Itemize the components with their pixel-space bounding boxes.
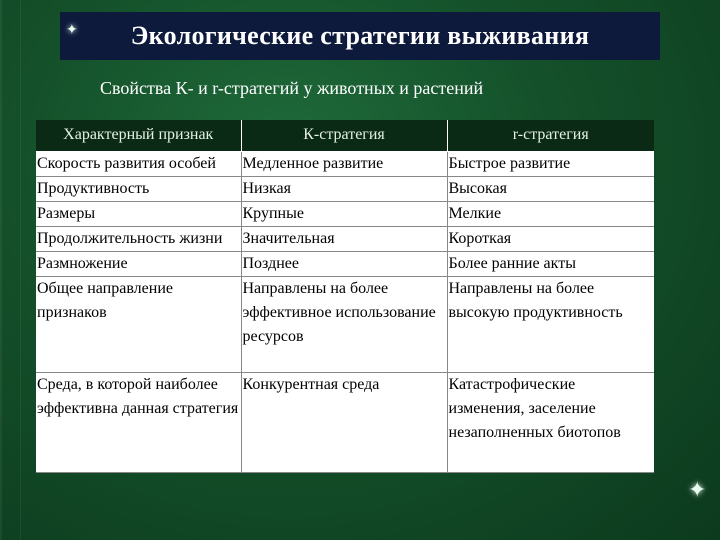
k-cell: Значительная bbox=[241, 226, 447, 251]
slide-subtitle: Свойства К- и r-стратегий у животных и растений bbox=[100, 78, 484, 98]
sparkle-icon: ✦ bbox=[66, 22, 78, 38]
table-row bbox=[36, 372, 654, 472]
slide-title: Экологические стратегии выживания bbox=[130, 21, 590, 50]
k-cell: Медленное развитие bbox=[241, 151, 447, 176]
table-row bbox=[36, 201, 654, 226]
k-cell: Крупные bbox=[241, 201, 447, 226]
r-cell: Направлены на более высокую продуктивность bbox=[447, 276, 654, 372]
background-stripe bbox=[20, 0, 21, 540]
r-cell: Более ранние акты bbox=[447, 251, 654, 276]
trait-cell: Скорость развития особей bbox=[36, 151, 241, 176]
trait-cell: Общее направление признаков bbox=[36, 276, 241, 372]
k-cell: Направлены на более эффективное использование ресурсов bbox=[241, 276, 447, 372]
trait-cell: Размеры bbox=[36, 201, 241, 226]
header-r-strategy: r-стратегия bbox=[447, 120, 654, 151]
k-cell: Позднее bbox=[241, 251, 447, 276]
r-cell: Быстрое развитие bbox=[447, 151, 654, 176]
header-k-strategy: К-стратегия bbox=[241, 120, 447, 151]
table-header-row bbox=[36, 120, 654, 151]
background-stripe bbox=[0, 0, 2, 540]
sparkle-icon: ✦ bbox=[688, 478, 707, 503]
trait-cell: Продуктивность bbox=[36, 176, 241, 201]
r-cell: Короткая bbox=[447, 226, 654, 251]
table-row bbox=[36, 276, 654, 372]
table-row bbox=[36, 226, 654, 251]
r-cell: Высокая bbox=[447, 176, 654, 201]
k-cell: Конкурентная среда bbox=[241, 372, 447, 472]
k-cell: Низкая bbox=[241, 176, 447, 201]
r-cell: Катастрофические изменения, заселение незаполненных биотопов bbox=[447, 372, 654, 472]
title-bar bbox=[60, 12, 660, 60]
table-row bbox=[36, 176, 654, 201]
r-cell: Мелкие bbox=[447, 201, 654, 226]
trait-cell: Среда, в которой наиболее эффективна данная стратегия bbox=[36, 372, 241, 472]
header-trait: Характерный признак bbox=[36, 120, 241, 151]
trait-cell: Размножение bbox=[36, 251, 241, 276]
strategy-table bbox=[36, 120, 654, 473]
table-row bbox=[36, 151, 654, 176]
trait-cell: Продолжительность жизни bbox=[36, 226, 241, 251]
table-row bbox=[36, 251, 654, 276]
